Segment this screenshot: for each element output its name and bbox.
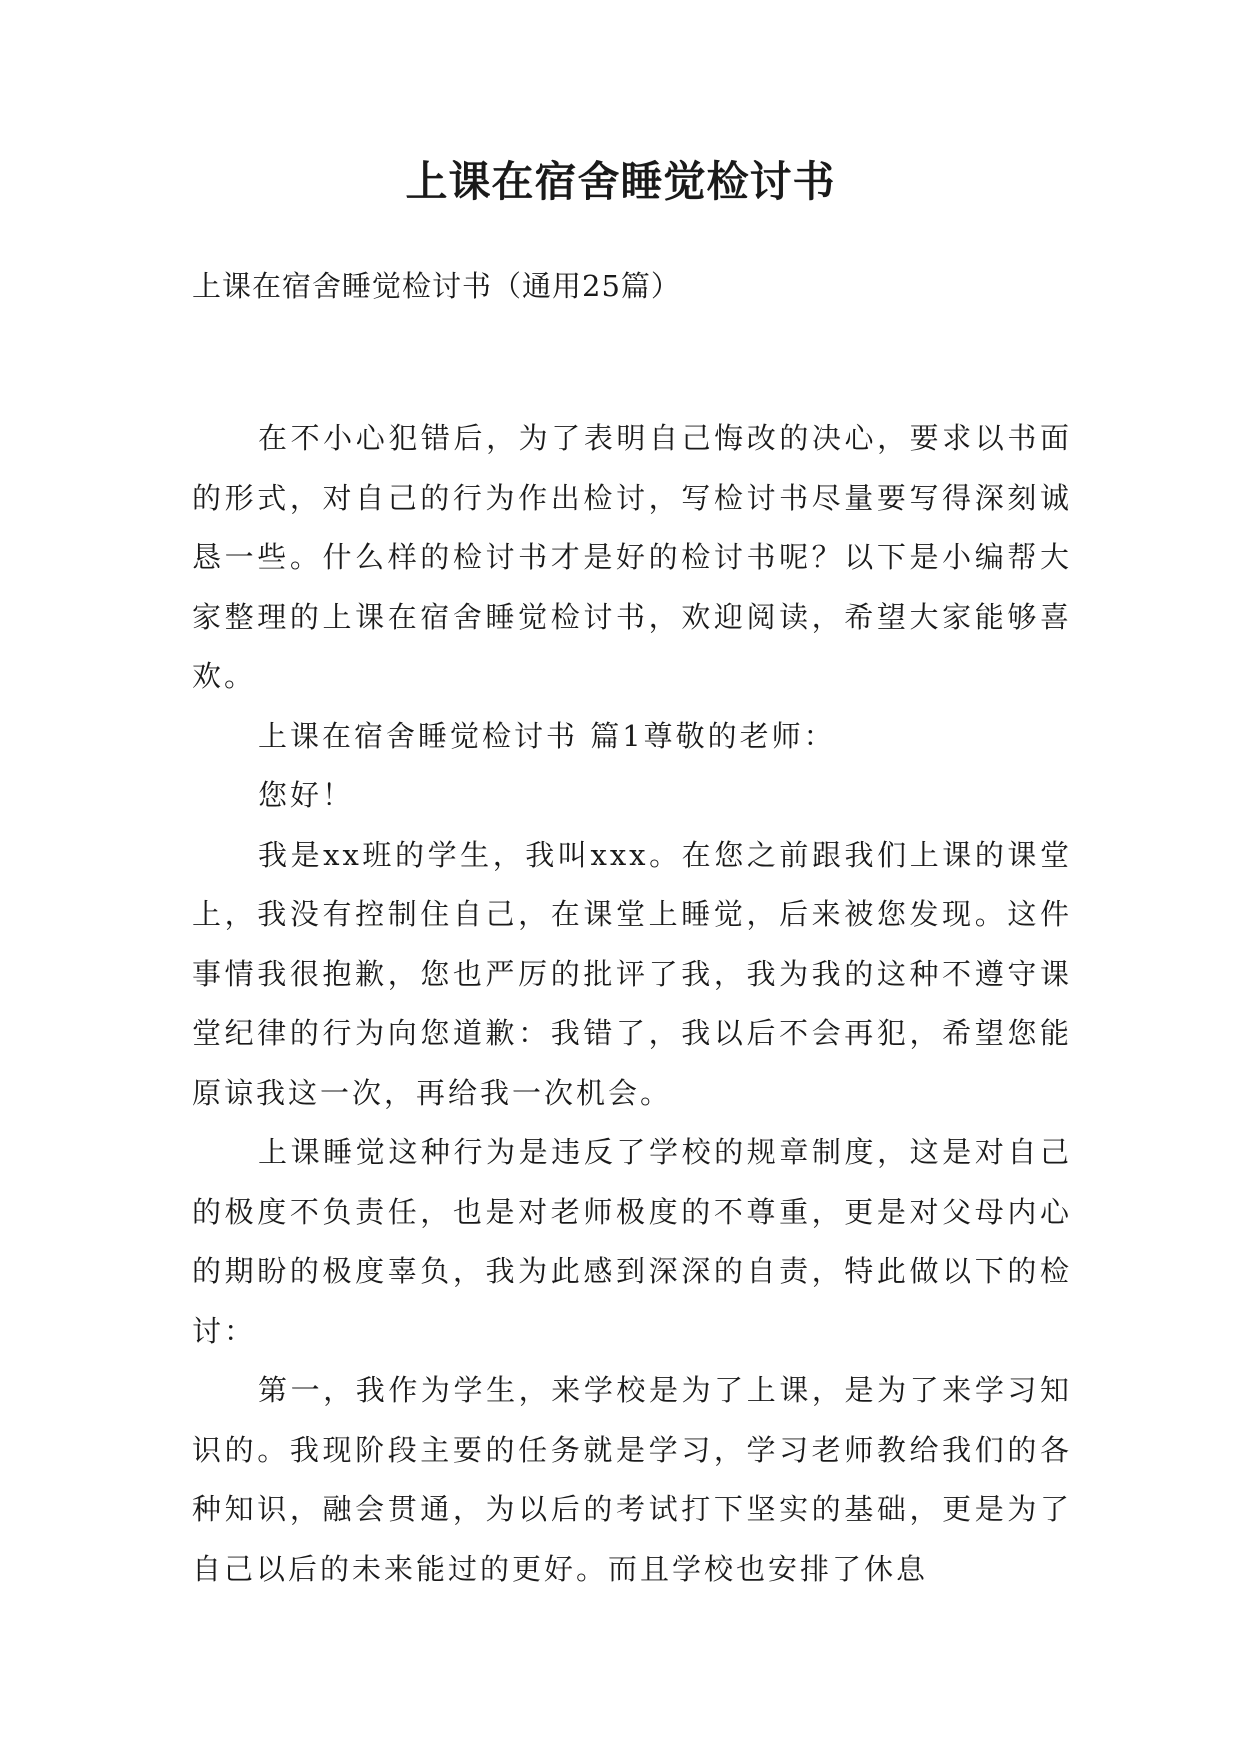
paragraph-point-1: 第一，我作为学生，来学校是为了上课，是为了来学习知识的。我现阶段主要的任务就是学习，学习老师教给我们的各种知识，融会贯通，为以后的考试打下坚实的基础，更是为了自己以后的未来能过的更好。而且学校也安排了休息 [192,1373,1072,1586]
document-title: 上课在宿舍睡觉检讨书 [405,157,836,206]
paragraph-greeting: 您好！ [258,778,355,812]
paragraph-reflection: 上课睡觉这种行为是违反了学校的规章制度，这是对自己的极度不负责任，也是对老师极度的不尊重，更是对父母内心的期盼的极度辜负，我为此感到深深的自责，特此做以下的检讨： [192,1135,1072,1348]
document-subtitle: 上课在宿舍睡觉检讨书（通用25篇） [192,269,681,303]
paragraph-apology: 我是xx班的学生，我叫xxx。在您之前跟我们上课的课堂上，我没有控制住自己，在课堂上睡觉，后来被您发现。这件事情我很抱歉，您也严厉的批评了我，我为我的这种不遵守课堂纪律的行为向您道歉：我错了，我以后不会再犯，希望您能原谅我这一次，再给我一次机会。 [192,837,1072,1110]
document-body [192,409,1072,1599]
paragraph-heading-1: 上课在宿舍睡觉检讨书 篇1尊敬的老师： [258,718,836,753]
paragraph-intro: 在不小心犯错后，为了表明自己悔改的决心，要求以书面的形式，对自己的行为作出检讨，写检讨书尽量要写得深刻诚恳一些。什么样的检讨书才是好的检讨书呢？以下是小编帮大家整理的上课在宿舍睡觉检讨书，欢迎阅读，希望大家能够喜欢。 [192,421,1072,693]
